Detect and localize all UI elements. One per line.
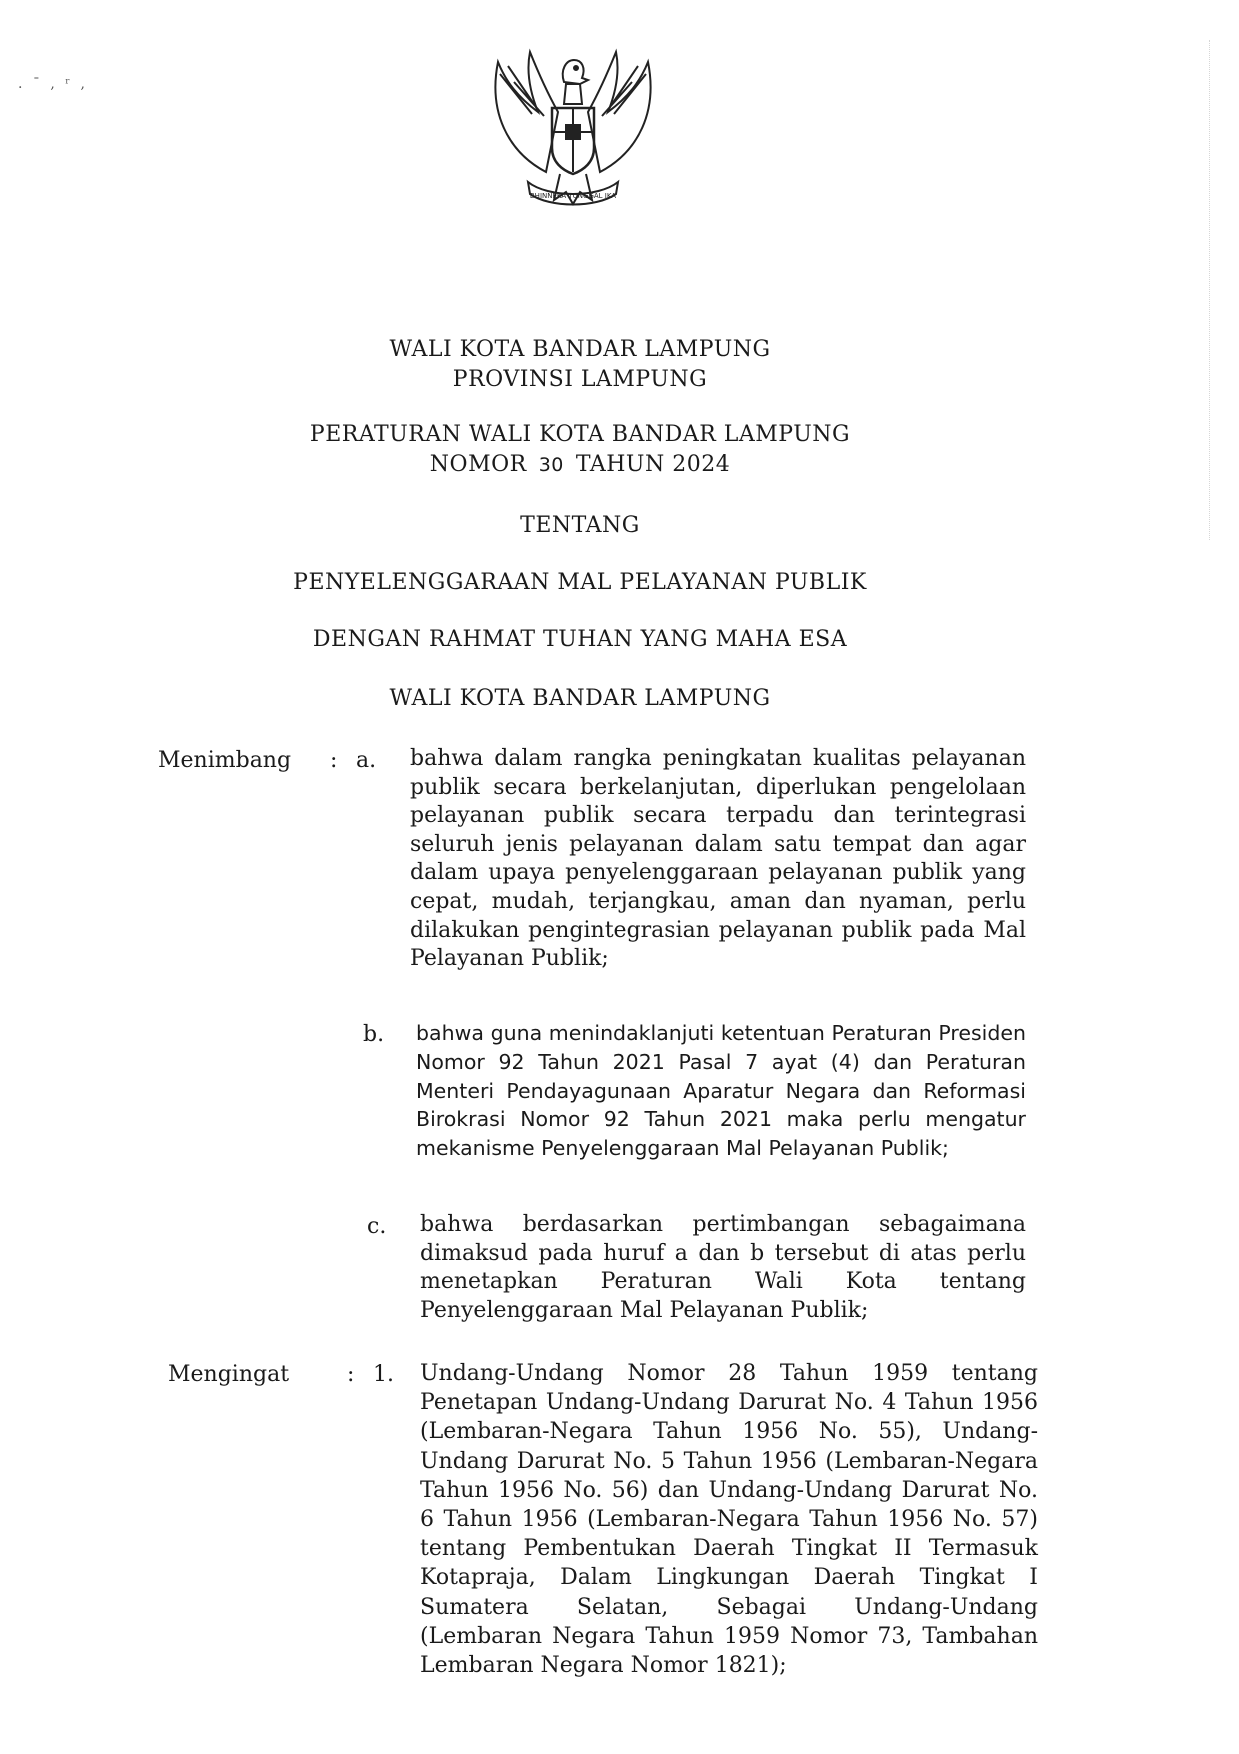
scan-artifact: . ˉ , ʳ , bbox=[18, 76, 89, 92]
garuda-pancasila-emblem-icon bbox=[468, 22, 678, 232]
regulation-number-line bbox=[0, 452, 1160, 477]
mengingat-colon: : bbox=[347, 1362, 355, 1387]
menimbang-item-a: bahwa dalam rangka peningkatan kualitas pelayanan publik secara berkelanjutan, diperlukan pengelolaan pelayanan publik secara terpadu dan terintegrasi seluruh jenis pelayanan dalam satu tempat dan agar dalam upaya penyelenggaraan pelayanan publik yang cepat, mudah, terjangkau, aman dan nyaman, perlu dilakukan pengintegrasian pelayanan publik pada Mal Pelayanan Publik; bbox=[410, 746, 1026, 972]
menimbang-marker-b: b. bbox=[363, 1022, 385, 1047]
menimbang-item-b: bahwa guna menindaklanjuti ketentuan Peraturan Presiden Nomor 92 Tahun 2021 Pasal 7 ayat (4) dan Peraturan Menteri Pendayagunaan Aparatur Negara dan Reformasi Birokrasi Nomor 92 Tahun 2021 maka perlu mengatur mekanisme Penyelenggaraan Mal Pelayanan Publik; bbox=[416, 1021, 1026, 1161]
mengingat-label: Mengingat bbox=[168, 1362, 290, 1387]
menimbang-colon: : bbox=[330, 748, 338, 773]
menimbang-marker-a: a. bbox=[356, 748, 377, 773]
regulation-number: 30 bbox=[538, 454, 564, 476]
enacting-authority: WALI KOTA BANDAR LAMPUNG bbox=[389, 686, 771, 711]
province-title: PROVINSI LAMPUNG bbox=[452, 367, 708, 392]
regulation-title: PERATURAN WALI KOTA BANDAR LAMPUNG bbox=[309, 422, 851, 447]
preamble-phrase: DENGAN RAHMAT TUHAN YANG MAHA ESA bbox=[312, 627, 848, 652]
menimbang-label: Menimbang bbox=[158, 748, 292, 773]
scan-edge-artifact bbox=[1205, 40, 1210, 540]
regulation-year: TAHUN 2024 bbox=[575, 452, 731, 477]
menimbang-item-c: bahwa berdasarkan pertimbangan sebagaimana dimaksud pada huruf a dan b tersebut di atas perlu menetapkan Peraturan Wali Kota tentang Penyelenggaraan Mal Pelayanan Publik; bbox=[420, 1212, 1026, 1323]
mengingat-marker-1: 1. bbox=[373, 1362, 394, 1387]
tentang-heading: TENTANG bbox=[520, 513, 640, 538]
mengingat-item-1: Undang-Undang Nomor 28 Tahun 1959 tentang Penetapan Undang-Undang Darurat No. 4 Tahun 1956 (Lembaran-Negara Tahun 1956 No. 55), Undang-Undang Darurat No. 5 Tahun 1956 (Lembaran-Negara Tahun 1956 No. 56) dan Undang-Undang Darurat No. 6 Tahun 1956 (Lembaran-Negara Tahun 1956 No. 57) tentang Pembentukan Daerah Tingkat II Termasuk Kotapraja, Dalam Lingkungan Daerah Tingkat I Sumatera Selatan, Sebagai Undang-Undang (Lembaran Negara Tahun 1959 Nomor 73, Tambahan Lembaran Negara Nomor 1821); bbox=[420, 1361, 1038, 1679]
issuer-title: WALI KOTA BANDAR LAMPUNG bbox=[389, 337, 771, 362]
regulation-subject: PENYELENGGARAAN MAL PELAYANAN PUBLIK bbox=[293, 570, 867, 595]
menimbang-marker-c: c. bbox=[367, 1214, 387, 1239]
number-prefix: NOMOR bbox=[429, 452, 527, 477]
emblem-motto: BHINNEKA TUNGGAL IKA bbox=[529, 192, 617, 200]
